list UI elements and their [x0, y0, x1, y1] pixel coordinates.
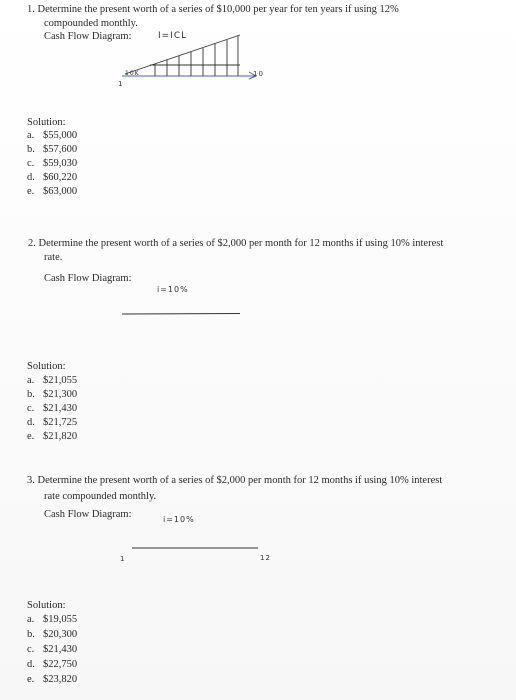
question-3-solution-label: Solution:: [27, 600, 66, 611]
question-3-option-c[interactable]: c. $21,430: [27, 644, 78, 655]
question-2-option-b[interactable]: b. $21,300: [27, 389, 78, 400]
question-3-cfd-label: Cash Flow Diagram:: [44, 509, 132, 520]
question-2-option-a[interactable]: a. $21,055: [27, 375, 78, 386]
question-3-option-a[interactable]: a. $19,055: [27, 614, 78, 625]
question-1-handwritten-start: 1: [118, 80, 124, 88]
question-1-solution-label: Solution:: [27, 117, 66, 128]
question-1-cash-flow-sketch: [110, 30, 280, 90]
question-1-option-c[interactable]: c. $59,030: [27, 158, 78, 169]
question-2-text-line2: rate.: [44, 252, 63, 263]
question-3-timeline-line: [130, 546, 265, 550]
question-1-text-line2: compounded monthly.: [44, 18, 138, 29]
question-2-text-line1: 2. Determine the present worth of a series of $2,000 per month for 12 months if using 10% interest: [28, 238, 444, 249]
question-3-handwritten-start: 1: [120, 555, 126, 563]
question-2-handwritten-rate: i=10%: [157, 285, 189, 294]
question-2-option-d[interactable]: d. $21,725: [27, 417, 78, 428]
question-2-cfd-label: Cash Flow Diagram:: [44, 273, 132, 284]
question-1-handwritten-end: 10: [253, 70, 264, 78]
question-3-text-line2: rate compounded monthly.: [44, 491, 157, 502]
question-3-handwritten-end: 12: [260, 554, 271, 562]
question-3-option-b[interactable]: b. $20,300: [27, 629, 78, 640]
question-1-cfd-label: Cash Flow Diagram:: [44, 31, 132, 42]
question-1-handwritten-rate: I=ICL: [158, 31, 188, 41]
question-1-handwritten-amount: 10K: [125, 70, 140, 77]
question-3-option-e[interactable]: e. $23,820: [27, 674, 78, 685]
question-3-option-d[interactable]: d. $22,750: [27, 659, 78, 670]
question-1-option-a[interactable]: a. $55,000: [27, 130, 78, 141]
question-2-option-e[interactable]: e. $21,820: [27, 431, 78, 442]
question-3-handwritten-rate: i=10%: [163, 515, 195, 524]
question-2-option-c[interactable]: c. $21,430: [27, 403, 78, 414]
question-2-timeline-line: [120, 312, 245, 316]
question-2-solution-label: Solution:: [27, 361, 66, 372]
question-1-text-line1: 1. Determine the present worth of a series of $10,000 per year for ten years if using 12%: [27, 4, 399, 15]
question-1-option-d[interactable]: d. $60,220: [27, 172, 78, 183]
question-1-option-e[interactable]: e. $63,000: [27, 186, 78, 197]
question-1-option-b[interactable]: b. $57,600: [27, 144, 78, 155]
question-3-text-line1: 3. Determine the present worth of a series of $2,000 per month for 12 months if using 10% interest: [27, 475, 443, 486]
